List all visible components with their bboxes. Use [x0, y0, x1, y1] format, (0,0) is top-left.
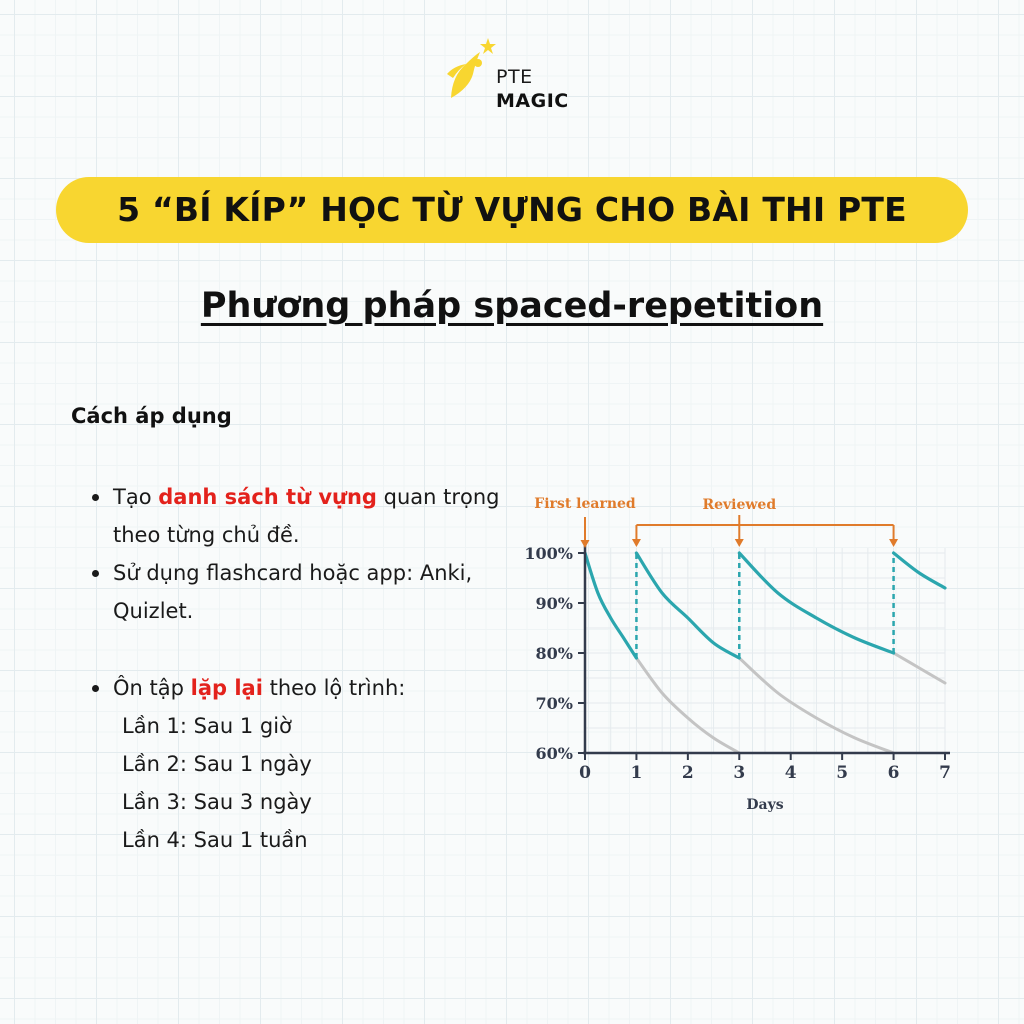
y-tick-label: 100% [524, 544, 573, 563]
arrow-head [735, 539, 744, 547]
schedule-item: Lần 3: Sau 3 ngày [122, 790, 312, 814]
forgetting-curve-chart [515, 480, 965, 820]
x-axis-label: Days [746, 797, 784, 813]
x-tick-label: 1 [630, 763, 643, 783]
x-tick-label: 6 [887, 763, 900, 783]
arrow-head [581, 540, 590, 548]
logo [444, 38, 584, 118]
y-tick-label: 90% [535, 594, 573, 613]
bullet-text: Sử dụng flashcard hoặc app: Anki, Quizlet. [113, 561, 473, 623]
list-item [86, 554, 506, 630]
x-tick-label: 4 [784, 763, 797, 783]
bullet-text: quan trọng theo từng chủ đề. [113, 485, 500, 547]
section-heading: Cách áp dụng [71, 404, 232, 428]
annotation-label: Reviewed [702, 497, 777, 513]
y-tick-label: 80% [535, 644, 573, 663]
bullet-text: theo lộ trình: [262, 676, 406, 700]
highlight-text: lặp lại [190, 676, 263, 700]
brand-line-1: PTE [496, 66, 533, 88]
schedule-item: Lần 4: Sau 1 tuần [122, 828, 308, 852]
tips-list [86, 478, 506, 859]
list-item [86, 478, 506, 554]
bullet-text: Tạo [113, 485, 159, 509]
list-item [86, 669, 506, 707]
star-person-icon [444, 38, 500, 102]
arrow-head [889, 539, 898, 547]
schedule-item: Lần 1: Sau 1 giờ [122, 714, 292, 738]
brand-line-2: MAGIC [496, 90, 569, 112]
schedule-item: Lần 2: Sau 1 ngày [122, 752, 312, 776]
x-tick-label: 3 [733, 763, 746, 783]
x-tick-label: 2 [681, 763, 694, 783]
y-tick-label: 60% [535, 744, 573, 763]
x-tick-label: 5 [836, 763, 849, 783]
highlight-text: danh sách từ vựng [158, 485, 377, 509]
x-tick-label: 7 [939, 763, 951, 783]
title-banner: 5 “BÍ KÍP” HỌC TỪ VỰNG CHO BÀI THI PTE [56, 177, 968, 243]
bullet-text: Ôn tập [113, 676, 191, 700]
arrow-head [632, 539, 641, 547]
x-tick-label: 0 [579, 763, 591, 783]
y-tick-label: 70% [535, 694, 573, 713]
annotation-label: First learned [534, 496, 636, 512]
subtitle: Phương pháp spaced-repetition [200, 286, 824, 326]
